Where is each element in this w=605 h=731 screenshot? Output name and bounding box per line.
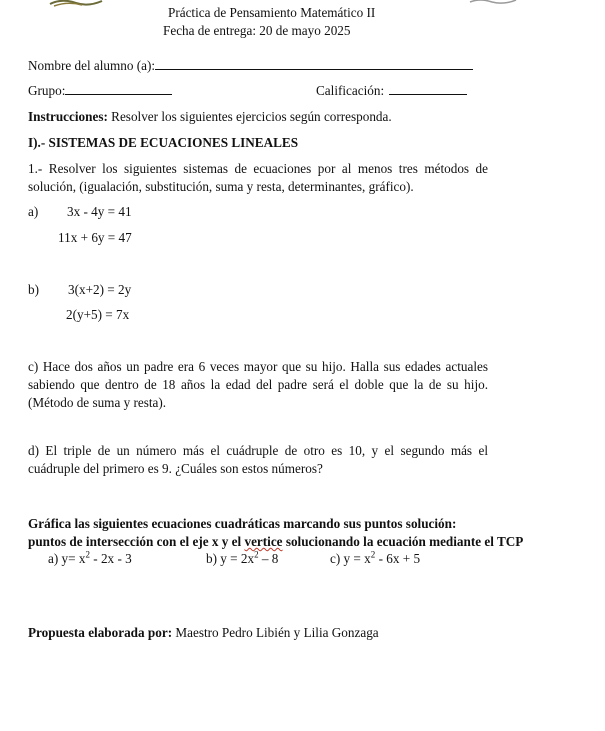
system-b-eq2: 2(y+5) = 7x [66, 307, 130, 322]
student-name-blank [155, 58, 473, 70]
grade-blank [389, 83, 467, 95]
problem-d: d) El triple de un número más el cuádruple de otro es 10, y el segundo más el cuádruple del primero es 9. ¿Cuáles son estos números? [28, 443, 488, 476]
quadratic-b-exp: 2 [254, 549, 259, 560]
group-label: Grupo: [28, 83, 66, 98]
right-logo [468, 0, 518, 6]
system-a-label: a) [28, 204, 39, 219]
quadratic-a-pre: a) y= x [48, 551, 86, 566]
system-a-eq1: 3x - 4y = 41 [67, 204, 132, 219]
document-title: Práctica de Pensamiento Matemático II [168, 5, 376, 20]
spellcheck-word: vertice [244, 534, 283, 549]
quadratic-c-exp: 2 [370, 549, 376, 560]
grade-field [316, 83, 467, 99]
quadratic-c-post: - 6x + 5 [375, 551, 421, 566]
instructions-text: Resolver los siguientes ejercicios según corresponda. [107, 109, 392, 124]
problem-c: c) Hace dos años un padre era 6 veces mayor que su hijo. Halla sus edades actuales sabiendo que dentro de 18 años la edad del padre será el doble que la de su hijo. (Método de suma y resta). [28, 359, 488, 410]
section-2-line1: Gráfica las siguientes ecuaciones cuadráticas marcando sus puntos solución: [28, 516, 457, 531]
author-names: Maestro Pedro Libién y Lilia Gonzaga [172, 625, 379, 640]
quadratic-a-exp: 2 [85, 549, 90, 560]
section-2-line2-post: solucionando la ecuación mediante el TCP [282, 534, 524, 549]
due-date: Fecha de entrega: 20 de mayo 2025 [163, 23, 351, 38]
author-credit [28, 625, 379, 641]
grade-label: Calificación: [316, 83, 385, 98]
section-2-line2-pre: puntos de intersección con el eje x y el [28, 534, 245, 549]
section-1-title: I).- SISTEMAS DE ECUACIONES LINEALES [28, 135, 299, 150]
left-logo [48, 0, 104, 8]
quadratic-c [330, 551, 420, 567]
quadratic-b-pre: b) y = 2x [206, 551, 255, 566]
quadratic-a-post: - 2x - 3 [89, 551, 132, 566]
author-label: Propuesta elaborada por: [28, 625, 173, 640]
student-name-field [28, 58, 473, 74]
system-b-label: b) [28, 282, 39, 297]
group-blank [65, 83, 172, 95]
quadratic-c-pre: c) y = x [330, 551, 371, 566]
section-2-line2 [28, 534, 523, 550]
instructions-label: Instrucciones: [28, 109, 108, 124]
quadratic-a [48, 551, 132, 567]
quadratic-b-post: – 8 [258, 551, 279, 566]
system-a-eq2: 11x + 6y = 47 [58, 230, 132, 245]
quadratic-b [206, 551, 278, 567]
system-b-eq1: 3(x+2) = 2y [68, 282, 132, 297]
instructions [28, 109, 392, 125]
student-name-label: Nombre del alumno (a): [28, 58, 156, 73]
exercise-1-intro: 1.- Resolver los siguientes sistemas de ecuaciones por al menos tres métodos de solución, (igualación, substitución, suma y resta, determinantes, gráfico). [28, 161, 488, 194]
group-field [28, 83, 172, 99]
